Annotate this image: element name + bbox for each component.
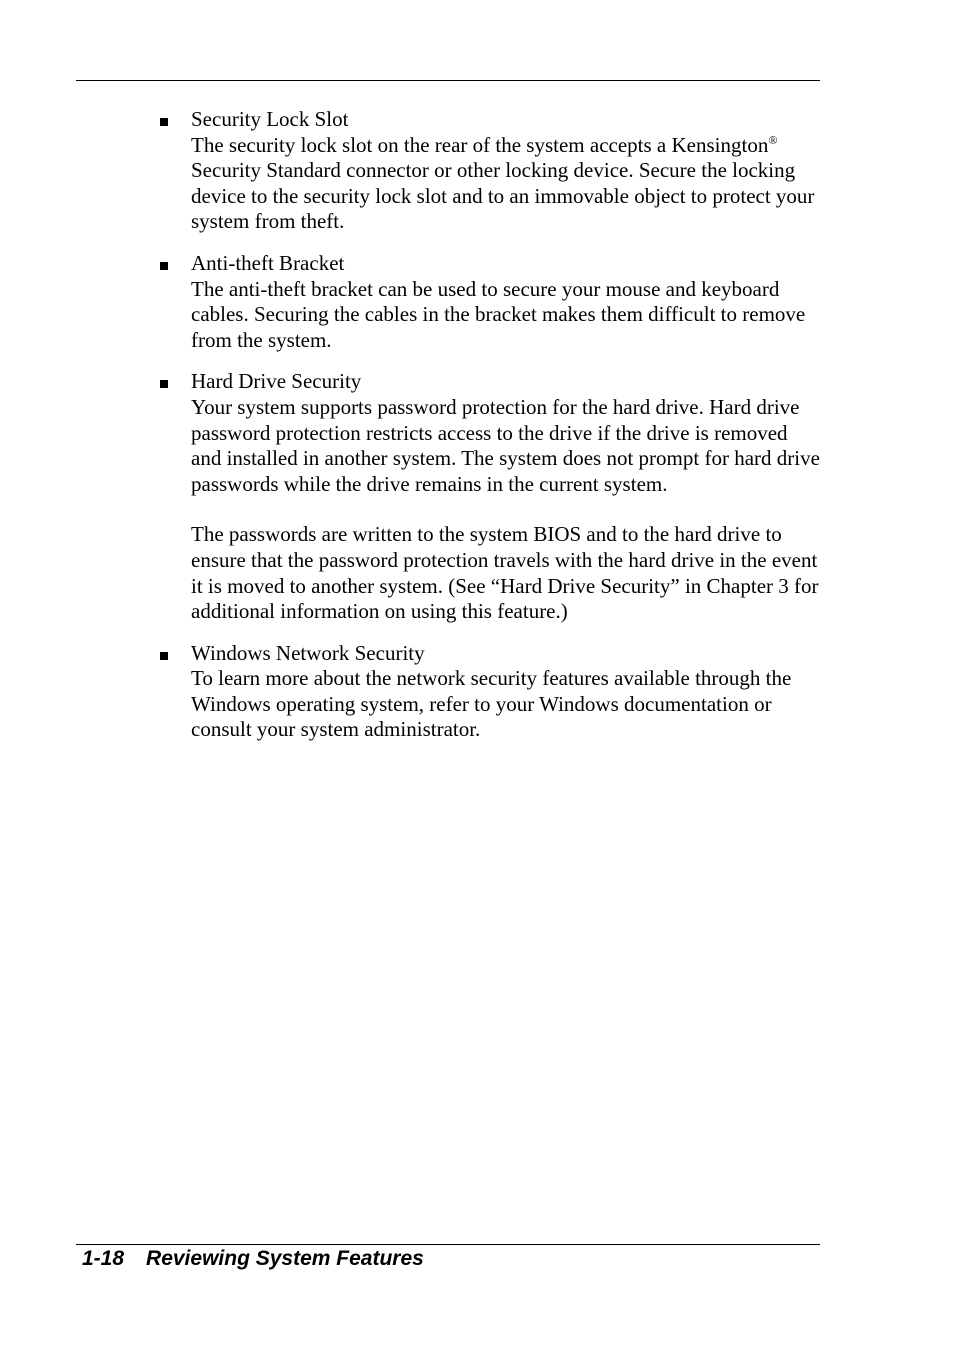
list-item-windows-network-security xyxy=(160,641,820,743)
square-bullet-icon xyxy=(160,118,168,126)
page-number: 1-18 xyxy=(82,1247,125,1270)
list-item-anti-theft-bracket xyxy=(160,251,820,353)
list-item-security-lock-slot xyxy=(160,107,820,235)
footer-rule xyxy=(76,1244,820,1245)
item-paragraph: The passwords are written to the system BIOS and to the hard drive to ensure that the password protection travels with the hard drive in the event it is moved to another system. (See “Hard Drive Security” in Chapter 3 for additional information on using this feature.) xyxy=(191,522,819,624)
item-paragraph xyxy=(191,133,820,235)
paragraph-text-continued: Security Standard connector or other locking device. Secure the locking device to the security lock slot and to an immovable object to protect your system from theft. xyxy=(191,158,815,234)
square-bullet-icon xyxy=(160,652,168,660)
square-bullet-icon xyxy=(160,380,168,388)
square-bullet-icon xyxy=(160,262,168,270)
header-rule xyxy=(76,80,820,81)
paragraph-text: The security lock slot on the rear of the system accepts a Kensington xyxy=(191,132,769,157)
item-paragraph: To learn more about the network security features available through the Windows operating system, refer to your Windows documentation or consult your system administrator. xyxy=(191,666,792,742)
registered-mark: ® xyxy=(768,132,778,147)
item-title: Windows Network Security xyxy=(191,640,425,665)
footer-section-title: Reviewing System Features xyxy=(146,1247,424,1270)
item-title: Security Lock Slot xyxy=(191,107,349,131)
item-paragraph: The anti-theft bracket can be used to secure your mouse and keyboard cables. Securing the cables in the bracket makes them difficult to remove from the system. xyxy=(191,276,806,352)
item-paragraph: Your system supports password protection for the hard drive. Hard drive password protection restricts access to the drive if the drive is removed and installed in another system. The system does not prompt for hard drive passwords while the drive remains in the current system. xyxy=(191,394,820,496)
item-title: Hard Drive Security xyxy=(191,369,362,394)
page-body xyxy=(160,107,820,759)
page-footer xyxy=(82,1246,424,1272)
item-title: Anti-theft Bracket xyxy=(191,250,345,275)
list-item-hard-drive-security xyxy=(160,369,820,624)
